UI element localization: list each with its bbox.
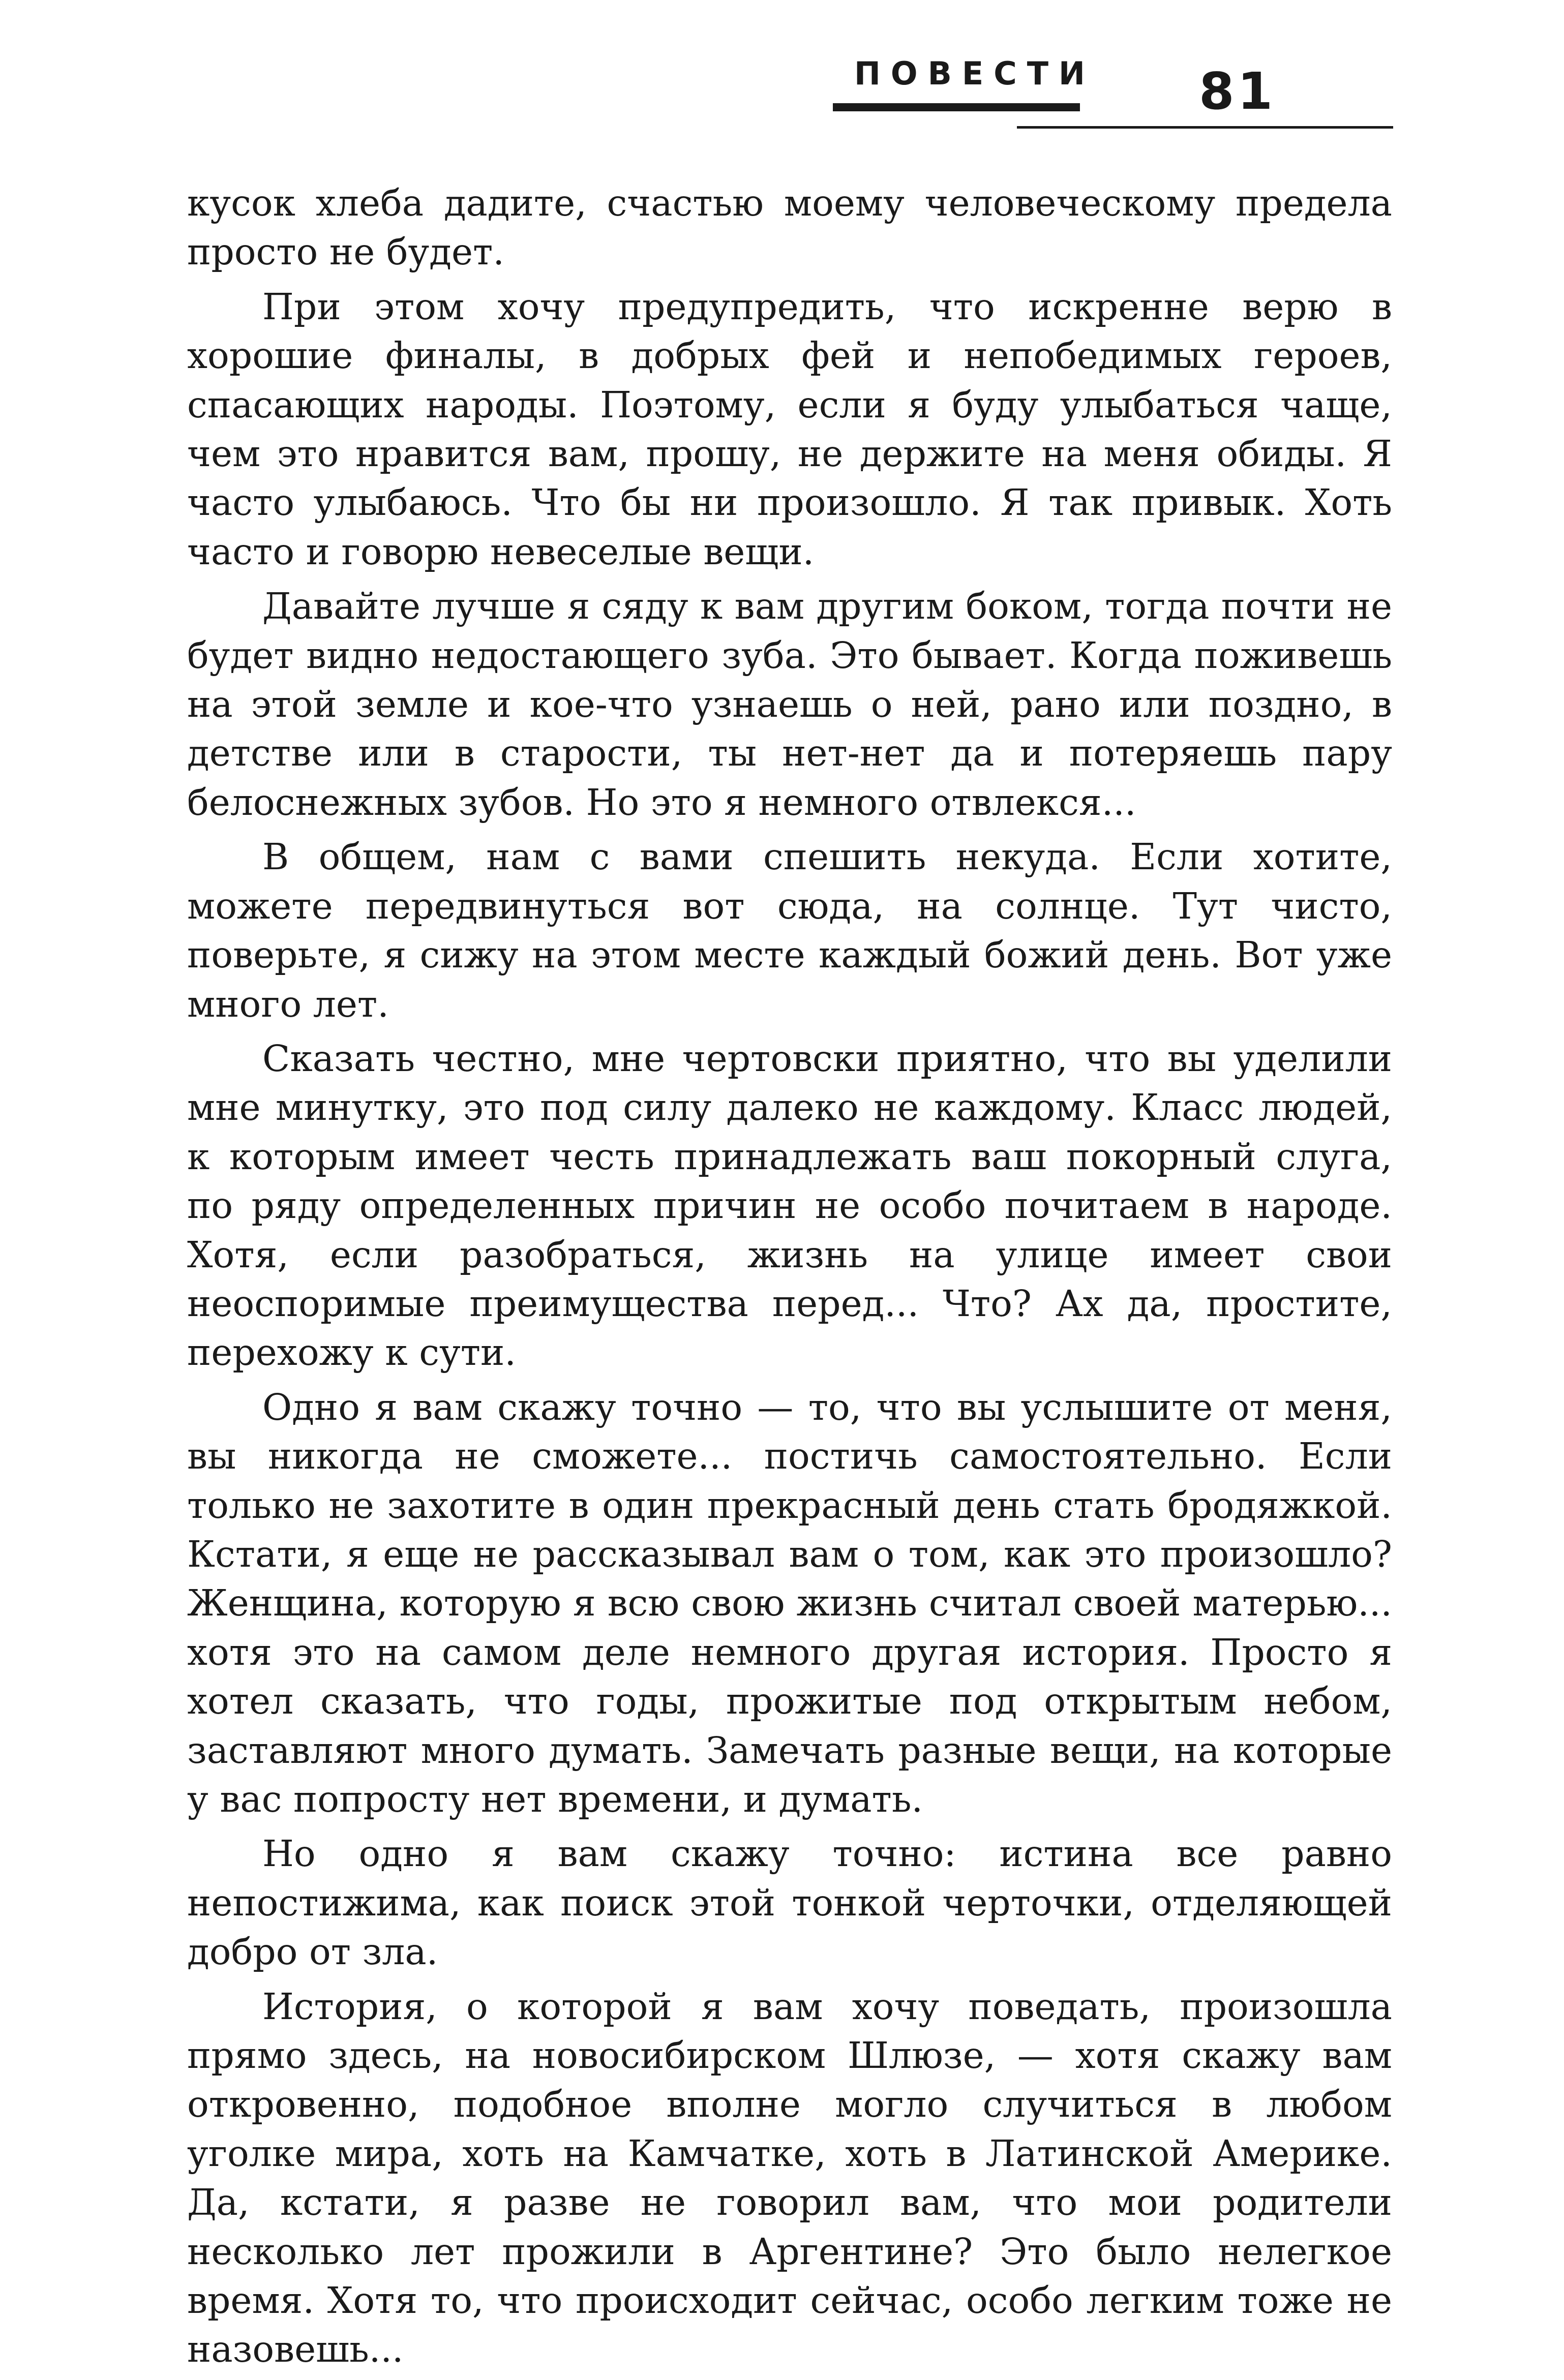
running-head: ПОВЕСТИ xyxy=(854,55,1095,92)
paragraph-continued: кусок хлеба дадите, счастью моему человеческому предела просто не будет. xyxy=(187,182,1392,273)
paragraph: История, о которой я вам хочу поведать, произошла прямо здесь, на новосибирском Шлюзе, — хотя скажу вам откровенно, подобное вполне могло случиться в любом уголке мира, хоть на Камчатке, хоть в Латинской Америке. Да, кстати, я разве не говорил вам, что мои родители несколько лет прожили в Аргентине? Это было нелегкое время. Хотя то, что происходит сейчас, особо легким тоже не назовешь... xyxy=(187,1985,1392,2371)
paragraph: В общем, нам с вами спешить некуда. Если хотите, можете передвинуться вот сюда, на солнце. Тут чисто, поверьте, я сижу на этом месте каждый божий день. Вот уже много лет. xyxy=(187,836,1392,1025)
header-rule xyxy=(1017,126,1393,129)
paragraph: При этом хочу предупредить, что искренне верю в хорошие финалы, в добрых фей и непобедимых героев, спасающих народы. Поэтому, если я буду улыбаться чаще, чем это нравится вам, прошу, не держите на меня обиды. Я часто улыбаюсь. Что бы ни произошло. Я так привык. Хоть часто и говорю невеселые вещи. xyxy=(187,285,1392,573)
paragraph: Но одно я вам скажу точно: истина все равно непостижима, как поиск этой тонкой черточки, отделяющей добро от зла. xyxy=(187,1833,1392,1973)
body-text xyxy=(187,179,1392,2380)
page-header xyxy=(824,51,1393,132)
paragraph: Одно я вам скажу точно — то, что вы услышите от меня, вы никогда не сможете... постичь самостоятельно. Если только не захотите в один прекрасный день стать бродяжкой. Кстати, я еще не рассказывал вам о том, как это произошло? Женщина, которую я всю свою жизнь считал своей матерью... хотя это на самом деле немного другая история. Просто я хотел сказать, что годы, прожитые под открытым небом, заставляют много думать. Замечать разные вещи, на которые у вас попросту нет времени, и думать. xyxy=(187,1386,1392,1820)
paragraph: Давайте лучше я сяду к вам другим боком, тогда почти не будет видно недостающего зуба. Это бывает. Когда поживешь на этой земле и кое-что узнаешь о ней, рано или поздно, в детстве или в старости, ты нет-нет да и потеряешь пару белоснежных зубов. Но это я немного отвлекся... xyxy=(187,585,1392,823)
page-number: 81 xyxy=(1199,62,1276,121)
paragraph: Сказать честно, мне чертовски приятно, что вы уделили мне минутку, это под силу далеко не каждому. Класс людей, к которым имеет честь принадлежать ваш покорный слуга, по ряду определенных причин не особо почитаем в народе. Хотя, если разобраться, жизнь на улице имеет свои неоспоримые преимущества перед... Что? Ах да, простите, перехожу к сути. xyxy=(187,1037,1392,1374)
running-head-underline xyxy=(833,103,1080,111)
